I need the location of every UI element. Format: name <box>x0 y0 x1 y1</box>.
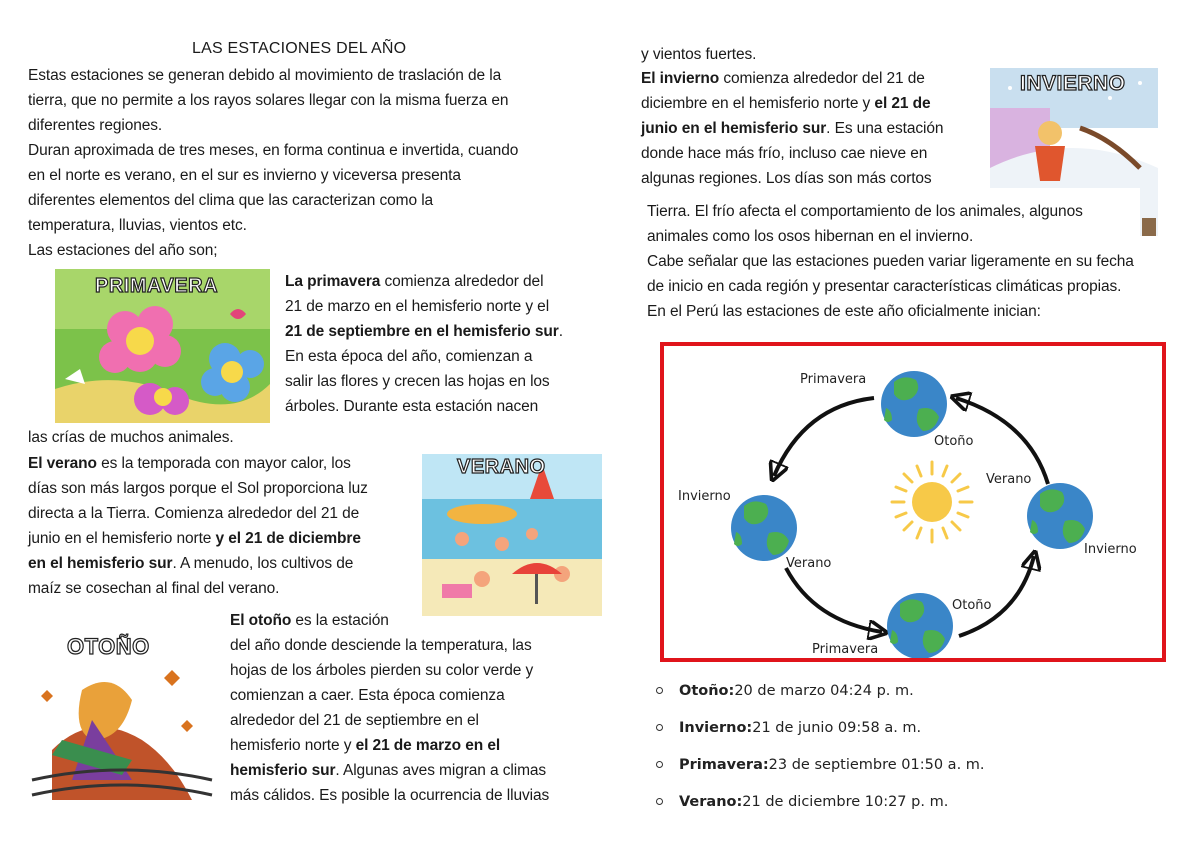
otono-bold: hemisferio sur <box>230 762 336 779</box>
invierno-bold: El invierno <box>641 70 720 87</box>
verano-line <box>28 451 428 476</box>
invierno-bold: junio en el hemisferio sur <box>641 120 827 137</box>
invierno-span: comienza alrededor del 21 de <box>719 70 925 87</box>
otono-line: hojas de los árboles pierden su color verde y <box>230 662 534 679</box>
season-date: 21 de junio 09:58 a. m. <box>752 719 922 736</box>
invierno-line <box>641 66 981 91</box>
verano-bold: y el 21 de diciembre <box>215 530 361 547</box>
otono-span: es la estación <box>291 612 389 629</box>
intro-paragraph <box>28 63 598 263</box>
seasons-diagram-graphic <box>664 346 1162 658</box>
bullet-icon <box>656 724 663 731</box>
otono-line <box>230 608 610 633</box>
primavera-image <box>55 269 270 423</box>
bullet-icon <box>656 798 663 805</box>
primavera-line: En esta época del año, comienzan a <box>285 348 533 365</box>
season-name: Verano: <box>679 793 743 810</box>
primavera-bold: 21 de septiembre en el hemisferio sur <box>285 323 559 340</box>
invierno-line: Tierra. El frío afecta el comportamiento de los animales, algunos <box>647 203 1083 220</box>
earth-top <box>881 371 947 437</box>
otono-line <box>230 758 610 783</box>
otono-line: alrededor del 21 de septiembre en el <box>230 712 479 729</box>
primavera-line: las crías de muchos animales. <box>28 429 234 446</box>
verano-line <box>28 551 428 576</box>
season-date-item <box>656 672 985 709</box>
invierno-line: de inicio en cada región y presentar características climáticas propias. <box>647 278 1122 295</box>
season-date-item <box>656 746 985 783</box>
otono-text <box>230 608 610 808</box>
arrow-bottom-left <box>786 568 882 632</box>
page-title: LAS ESTACIONES DEL AÑO <box>192 40 407 57</box>
season-name: Otoño: <box>679 682 735 699</box>
invierno-bold: el 21 de <box>874 95 931 112</box>
primavera-line: árboles. Durante esta estación nacen <box>285 398 539 415</box>
otono-span: . Algunas aves migran a climas <box>335 762 547 779</box>
verano-image-label: VERANO <box>457 456 546 478</box>
invierno-span: . Es una estación <box>826 120 944 137</box>
primavera-line <box>285 269 605 294</box>
otono-span: hemisferio norte y <box>230 737 356 754</box>
season-name: Invierno: <box>679 719 753 736</box>
otono-bold: el 21 de marzo en el <box>355 737 501 754</box>
verano-bold: en el hemisferio sur <box>28 555 173 572</box>
invierno-text <box>641 66 981 191</box>
season-date-item <box>656 709 985 746</box>
arrow-top-left <box>774 398 874 476</box>
invierno-top-line: y vientos fuertes. <box>641 46 757 63</box>
intro-line: temperatura, lluvias, vientos etc. <box>28 217 247 234</box>
intro-line: Las estaciones del año son; <box>28 242 218 259</box>
season-name: Primavera: <box>679 756 769 773</box>
intro-line: tierra, que no permite a los rayos solares llegar con la misma fuerza en <box>28 92 509 109</box>
invierno-span: diciembre en el hemisferio norte y <box>641 95 875 112</box>
otono-bold: El otoño <box>230 612 292 629</box>
season-dates-list <box>656 672 985 820</box>
season-date: 21 de diciembre 10:27 p. m. <box>742 793 949 810</box>
diagram-label-invierno-right: Invierno <box>1084 542 1137 557</box>
otono-line: comienzan a caer. Esta época comienza <box>230 687 505 704</box>
sun-icon <box>892 462 972 542</box>
intro-line: diferentes elementos del clima que las caracterizan como la <box>28 192 434 209</box>
invierno-text-continued <box>647 199 1147 324</box>
verano-span: es la temporada con mayor calor, los <box>96 455 351 472</box>
primavera-line: salir las flores y crecen las hojas en los <box>285 373 550 390</box>
verano-line: maíz se cosechan al final del verano. <box>28 580 280 597</box>
verano-line <box>28 526 428 551</box>
otono-image <box>22 630 214 806</box>
verano-line: días son más largos porque el Sol proporciona luz <box>28 480 368 497</box>
verano-text <box>28 451 428 601</box>
primavera-span: . <box>558 323 563 340</box>
primavera-span: comienza alrededor del <box>380 273 544 290</box>
diagram-label-verano-right: Verano <box>986 472 1032 487</box>
arrow-bottom-right <box>959 556 1034 636</box>
season-date-item <box>656 783 985 820</box>
intro-line: Estas estaciones se generan debido al movimiento de traslación de la <box>28 67 502 84</box>
otono-line: del año donde desciende la temperatura, las <box>230 637 532 654</box>
otono-line: más cálidos. Es posible la ocurrencia de lluvias <box>230 787 550 804</box>
diagram-label-otono-top: Otoño <box>934 434 974 449</box>
invierno-line: Cabe señalar que las estaciones pueden variar ligeramente en su fecha <box>647 253 1134 270</box>
invierno-image-label: INVIERNO <box>1020 72 1126 95</box>
bullet-icon <box>656 761 663 768</box>
primavera-text <box>285 269 605 419</box>
season-date: 20 de marzo 04:24 p. m. <box>734 682 914 699</box>
invierno-line: animales como los osos hibernan en el invierno. <box>647 228 974 245</box>
intro-line: diferentes regiones. <box>28 117 163 134</box>
intro-line: Duran aproximada de tres meses, en forma continua e invertida, cuando <box>28 142 519 159</box>
diagram-label-primavera-bottom: Primavera <box>812 642 879 657</box>
diagram-label-invierno-left: Invierno <box>678 489 731 504</box>
season-date: 23 de septiembre 01:50 a. m. <box>768 756 985 773</box>
verano-bold: El verano <box>28 455 97 472</box>
invierno-line <box>641 116 981 141</box>
otono-image-label: OTOÑO <box>67 634 150 659</box>
diagram-label-verano-left: Verano <box>786 556 832 571</box>
diagram-label-otono-bottom: Otoño <box>952 598 992 613</box>
earth-bottom <box>887 593 953 658</box>
verano-image <box>422 454 602 616</box>
invierno-line: algunas regiones. Los días son más cortos <box>641 170 932 187</box>
diagram-label-primavera-top: Primavera <box>800 372 867 387</box>
earth-right <box>1027 483 1093 549</box>
seasons-diagram <box>660 342 1166 662</box>
invierno-line: donde hace más frío, incluso cae nieve en <box>641 145 928 162</box>
invierno-line: En el Perú las estaciones de este año oficialmente inician: <box>647 303 1041 320</box>
earth-left <box>731 495 797 561</box>
bullet-icon <box>656 687 663 694</box>
primavera-line <box>285 319 605 344</box>
primavera-bold: La primavera <box>285 273 381 290</box>
verano-line: directa a la Tierra. Comienza alrededor del 21 de <box>28 505 360 522</box>
otono-line <box>230 733 610 758</box>
verano-span: . A menudo, los cultivos de <box>172 555 354 572</box>
verano-span: junio en el hemisferio norte <box>28 530 216 547</box>
invierno-line <box>641 91 981 116</box>
primavera-line: 21 de marzo en el hemisferio norte y el <box>285 298 550 315</box>
primavera-image-label: PRIMAVERA <box>95 275 219 297</box>
intro-line: en el norte es verano, en el sur es invierno y viceversa presenta <box>28 167 461 184</box>
